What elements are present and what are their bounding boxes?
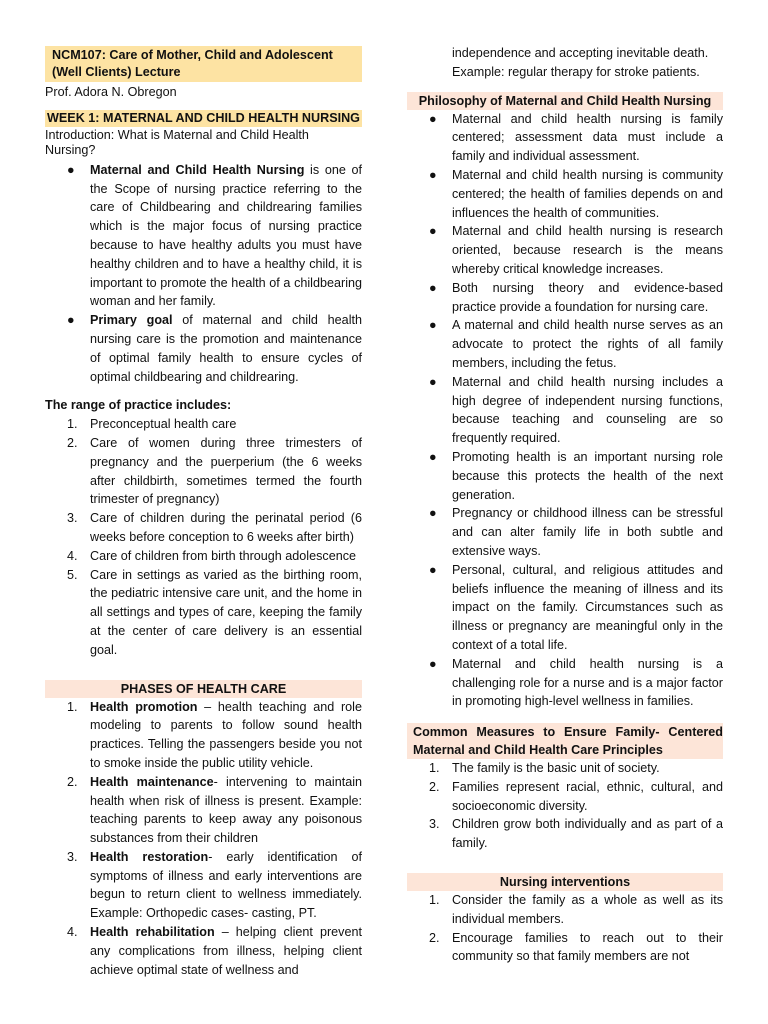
professor-name: Prof. Adora N. Obregon: [45, 85, 177, 99]
bullet-text: Maternal and child health nursing is research oriented, because research is the means whereby critical knowledge increases.: [452, 224, 723, 276]
list-item: [407, 222, 723, 278]
item-term: Health rehabilitation: [90, 925, 215, 940]
bullet-icon: ●: [429, 449, 437, 464]
continuation-line1: independence and accepting inevitable death.: [452, 46, 709, 60]
philosophy-heading: Philosophy of Maternal and Child Health Nursing: [407, 92, 723, 110]
bullet-text: Maternal and child health nursing is family centered; assessment data must include a family and individual assessment.: [452, 111, 723, 164]
course-title-line2: (Well Clients) Lecture: [52, 65, 181, 79]
item-number: 1.: [67, 417, 78, 432]
list-item: [407, 110, 723, 166]
bullet-text: Both nursing theory and evidence-based practice provide a foundation for nursing care.: [452, 280, 723, 314]
bullet-icon: ●: [429, 280, 437, 295]
item-text: Encourage families to reach out to their community so that family members are not: [452, 930, 723, 964]
item-number: 1.: [429, 761, 440, 776]
continuation-line2: Example: regular therapy for stroke patients.: [452, 64, 700, 79]
list-item: [45, 547, 362, 566]
bullet-text: Maternal and child health nursing includes a high degree of independent nursing functions, because teaching and counseling are so frequently required.: [452, 374, 723, 446]
item-term: Health promotion: [90, 699, 198, 714]
item-text: Children grow both individually and as part of a family.: [452, 817, 723, 851]
intro-bullets: [45, 161, 362, 387]
bullet-icon: ●: [429, 562, 437, 577]
bullet-icon: ●: [429, 506, 437, 521]
item-number: 4.: [67, 548, 78, 563]
list-item: [45, 161, 362, 311]
item-text: Care of children from birth through adolescence: [90, 548, 357, 563]
left-column: [45, 46, 362, 979]
bullet-icon: ●: [67, 162, 75, 177]
item-text: Care of children during the perinatal period (6 weeks before conception to 6 weeks after birth): [90, 511, 362, 544]
item-number: 4.: [67, 925, 78, 940]
bullet-text: Promoting health is an important nursing role because this protects the health of the next generation.: [452, 449, 723, 502]
list-item: [407, 504, 723, 560]
bullet-icon: ●: [67, 313, 75, 328]
item-number: 3.: [429, 817, 440, 832]
common-measures-list: [407, 759, 723, 853]
bullet-text: is one of the Scope of nursing practice referring to the care of Childbearing and childrearing families which is the major focus of nursing practice because to have healthy adults you must have healthy children and to have a healthy child, it is important to promote the health of a childbearing woman and her family.: [90, 162, 362, 309]
item-number: 3.: [67, 849, 78, 864]
list-item: [45, 698, 362, 773]
list-item: [45, 434, 362, 509]
list-item: [45, 848, 362, 923]
common-measures-heading: Common Measures to Ensure Family- Centered Maternal and Child Health Care Principles: [407, 723, 723, 759]
bullet-icon: ●: [429, 111, 437, 126]
item-text: Consider the family as a whole as well as its individual members.: [452, 893, 723, 926]
item-number: 2.: [429, 930, 440, 945]
item-number: 2.: [67, 774, 78, 789]
list-item: [407, 929, 723, 967]
item-number: 1.: [429, 893, 440, 908]
list-item: [45, 773, 362, 848]
list-item: [45, 311, 362, 386]
list-item: [407, 373, 723, 448]
item-text: – health teaching and role modeling to parents to follow sound health practices. Telling the passengers beside you not to smoke inside the public utility vehicle.: [90, 699, 362, 770]
list-item: [407, 815, 723, 853]
list-item: [45, 509, 362, 547]
list-item: [407, 778, 723, 816]
item-text: - intervening to maintain health when risk of illness is present. Example: teaching parents to keep away any poisonous substances from their children: [90, 774, 363, 846]
item-text: Families represent racial, ethnic, cultural, and socioeconomic diversity.: [452, 779, 723, 813]
range-heading: The range of practice includes:: [45, 398, 232, 413]
item-text: Preconceptual health care: [90, 417, 237, 432]
course-title-line1: NCM107: Care of Mother, Child and Adolescent: [52, 48, 333, 62]
phases-list: [45, 698, 362, 980]
item-text: Care in settings as varied as the birthing room, the pediatric intensive care unit, and the home in all settings and types of care, keeping the family at the center of care delivery is an essential goal.: [90, 567, 362, 657]
phases-heading: PHASES OF HEALTH CARE: [45, 680, 362, 698]
list-item: [45, 566, 362, 660]
week-title: WEEK 1: MATERNAL AND CHILD HEALTH NURSING: [45, 110, 362, 127]
bullet-icon: ●: [429, 167, 437, 182]
intro-question: Introduction: What is Maternal and Child Health Nursing?: [45, 127, 309, 157]
list-item: [407, 561, 723, 655]
interventions-heading: Nursing interventions: [407, 873, 723, 891]
bullet-text: Personal, cultural, and religious attitudes and beliefs influence the meaning of illness and its impact on the family. Circumstances such as illness or pregnancy are meaningful only in the context of a total life.: [452, 562, 723, 652]
item-number: 5.: [67, 567, 78, 582]
bullet-icon: ●: [429, 374, 437, 389]
bullet-text: Pregnancy or childhood illness can be stressful and can alter family life in both subtle and extensive ways.: [452, 506, 723, 558]
course-title: [45, 46, 362, 82]
list-item: [407, 279, 723, 317]
item-number: 2.: [429, 779, 440, 794]
list-item: [45, 415, 362, 434]
philosophy-bullets: [407, 110, 723, 712]
bullet-text: Maternal and child health nursing is community centered; the health of families depends on and influences the health of communities.: [452, 167, 723, 220]
list-item: [407, 166, 723, 222]
bullet-text: Maternal and child health nursing is a challenging role for a nurse and is a major factor in promoting high-level wellness in families.: [452, 656, 723, 709]
item-term: Health restoration: [90, 849, 209, 864]
item-term: Health maintenance: [90, 774, 214, 789]
bullet-text: A maternal and child health nurse serves as an advocate to protect the rights of all family members, including the fetus.: [452, 318, 723, 370]
bullet-text: of maternal and child health nursing care is the promotion and maintenance of optimal family health to ensure cycles of optimal childbearing and childrearing.: [90, 313, 362, 384]
item-number: 1.: [67, 699, 78, 714]
list-item: [45, 923, 362, 979]
bullet-icon: ●: [429, 318, 437, 333]
bullet-icon: ●: [429, 224, 437, 239]
interventions-list: [407, 891, 723, 966]
list-item: [407, 655, 723, 711]
item-number: 2.: [67, 435, 78, 450]
continuation-text: [407, 44, 723, 82]
item-number: 3.: [67, 511, 78, 526]
bullet-icon: ●: [429, 656, 437, 671]
list-item: [407, 891, 723, 929]
right-column: [407, 44, 723, 966]
list-item: [407, 316, 723, 372]
bullet-term: Primary goal: [90, 313, 173, 328]
item-text: - early identification of symptoms of illness and early interventions are begun to return client to wellness immediately. Example: Orthopedic cases- casting, PT.: [90, 849, 362, 921]
list-item: [407, 448, 723, 504]
range-list: [45, 415, 362, 659]
item-text: – helping client prevent any complications from illness, helping client achieve optimal state of wellness and: [90, 925, 362, 977]
list-item: [407, 759, 723, 778]
bullet-term: Maternal and Child Health Nursing: [90, 162, 305, 177]
item-text: The family is the basic unit of society.: [452, 761, 660, 776]
item-text: Care of women during three trimesters of pregnancy and the puerperium (the 6 weeks after childbirth, sometimes termed the fourth trimester of pregnancy): [90, 435, 362, 507]
